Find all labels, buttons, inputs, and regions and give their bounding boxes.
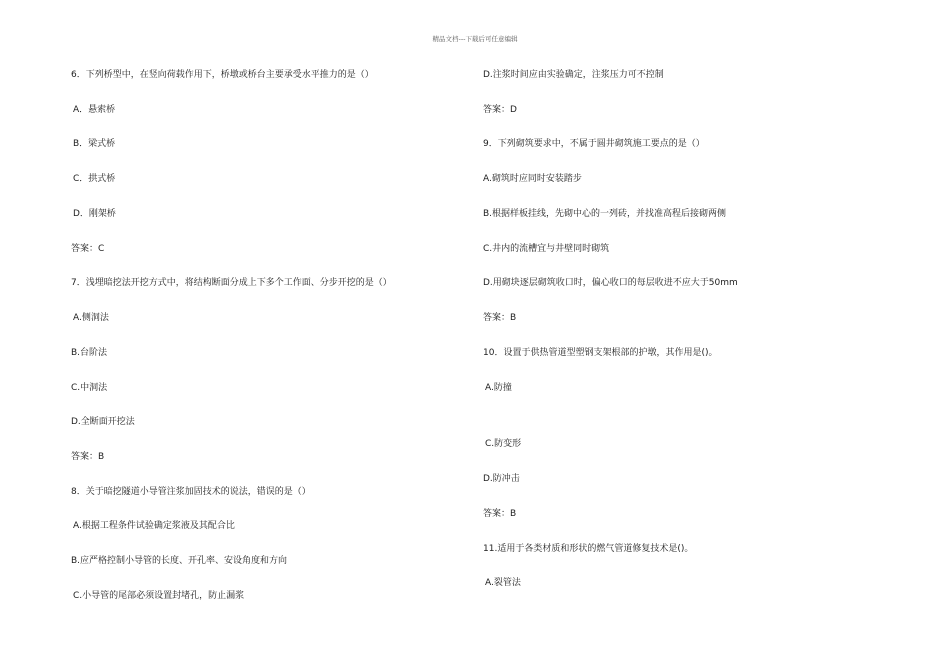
option-6b: B．梁式桥	[73, 139, 116, 149]
option-8c: C.小导管的尾部必须设置封堵孔，防止漏浆	[73, 591, 245, 601]
question-9: 9．下列砌筑要求中，不属于圆井砌筑施工要点的是（）	[483, 139, 705, 149]
option-7a: A.侧洞法	[73, 313, 109, 323]
question-11: 11.适用于各类材质和形状的燃气管道修复技术是()。	[483, 544, 694, 554]
question-8: 8．关于暗挖隧道小导管注浆加固技术的说法，错误的是（）	[71, 487, 311, 497]
option-11a: A.裂管法	[485, 578, 521, 588]
option-7d: D.全断面开挖法	[71, 417, 135, 427]
option-9c: C.井内的流槽宜与井壁同时砌筑	[483, 244, 610, 254]
option-10a: A.防撞	[485, 383, 512, 393]
page-header: 精品文档---下载后可任意编辑	[432, 35, 518, 43]
option-8d: D.注浆时间应由实验确定，注浆压力可不控制	[483, 70, 664, 80]
answer-8: 答案：D	[483, 105, 517, 115]
answer-10: 答案：B	[483, 509, 517, 519]
option-7b: B.台阶法	[71, 348, 108, 358]
option-9d: D.用砌块逐层砌筑收口时，偏心收口的每层收进不应大于50mm	[483, 278, 738, 288]
option-10c: C.防变形	[485, 439, 522, 449]
option-7c: C.中洞法	[71, 383, 108, 393]
option-9a: A.砌筑时应同时安装踏步	[483, 174, 582, 184]
answer-6: 答案：C	[71, 244, 105, 254]
question-7: 7．浅埋暗挖法开挖方式中，将结构断面分成上下多个工作面、分步开挖的是（）	[71, 278, 392, 288]
option-6a: A．悬索桥	[73, 105, 116, 115]
option-6c: C．拱式桥	[73, 174, 116, 184]
option-8a: A.根据工程条件试验确定浆液及其配合比	[73, 521, 235, 531]
option-8b: B.应严格控制小导管的长度、开孔率、安设角度和方向	[71, 556, 288, 566]
question-10: 10．设置于供热管道型塑钢支架根部的护墩，其作用是()。	[483, 348, 718, 358]
option-10d: D.防冲击	[483, 474, 520, 484]
question-6: 6．下列桥型中，在竖向荷载作用下，桥墩或桥台主要承受水平推力的是（）	[71, 70, 374, 80]
option-9b: B.根据样板挂线，先砌中心的一列砖，并找准高程后接砌两侧	[483, 209, 727, 219]
answer-9: 答案：B	[483, 313, 517, 323]
option-6d: D．刚架桥	[73, 209, 116, 219]
answer-7: 答案：B	[71, 452, 105, 462]
